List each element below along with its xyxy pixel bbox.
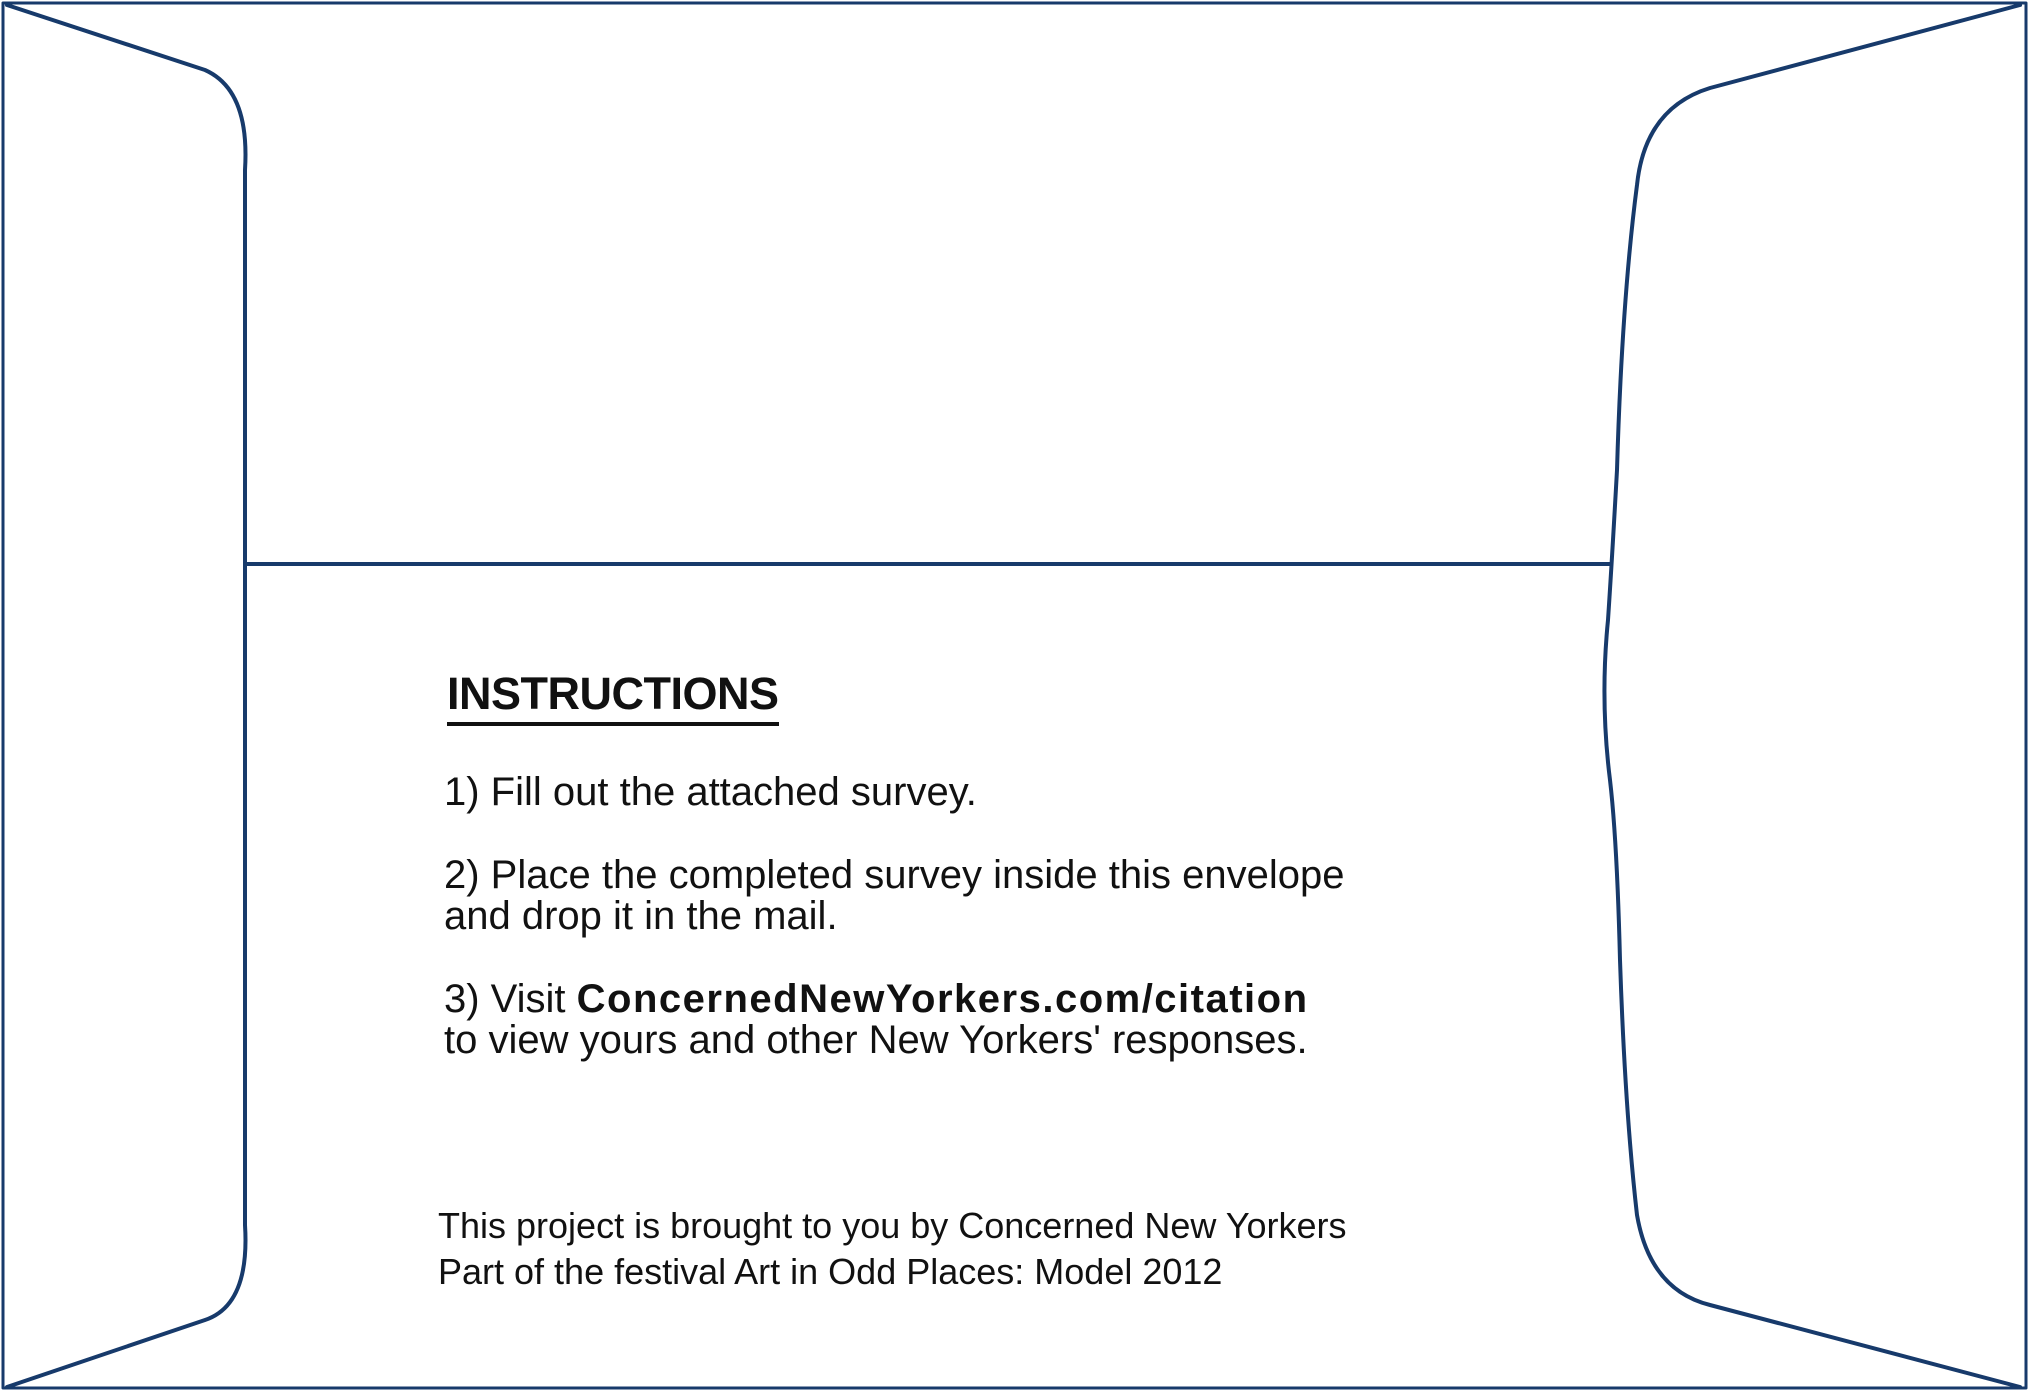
left-flap bbox=[7, 5, 246, 1387]
step-2-line-2: and drop it in the mail. bbox=[444, 894, 838, 938]
step-1-text: 1) Fill out the attached survey. bbox=[444, 770, 977, 814]
step-3-line-1 bbox=[444, 979, 1424, 1020]
credits bbox=[438, 1203, 1438, 1295]
step-1 bbox=[444, 772, 1424, 813]
right-flap bbox=[1604, 5, 2020, 1387]
instructions-heading: INSTRUCTIONS bbox=[447, 668, 779, 726]
step-2 bbox=[444, 855, 1424, 937]
step-2-line-1: 2) Place the completed survey inside this envelope bbox=[444, 853, 1345, 897]
credits-line-1: This project is brought to you by Concerned New Yorkers bbox=[438, 1205, 1347, 1246]
step-3-line-2: to view yours and other New Yorkers' responses. bbox=[444, 1018, 1308, 1062]
instructions-block bbox=[444, 668, 1424, 1103]
credits-line-2: Part of the festival Art in Odd Places: Model 2012 bbox=[438, 1251, 1223, 1292]
website-url: ConcernedNewYorkers.com/citation bbox=[576, 977, 1309, 1021]
step-3-prefix: 3) Visit bbox=[444, 977, 577, 1021]
step-3 bbox=[444, 979, 1424, 1061]
